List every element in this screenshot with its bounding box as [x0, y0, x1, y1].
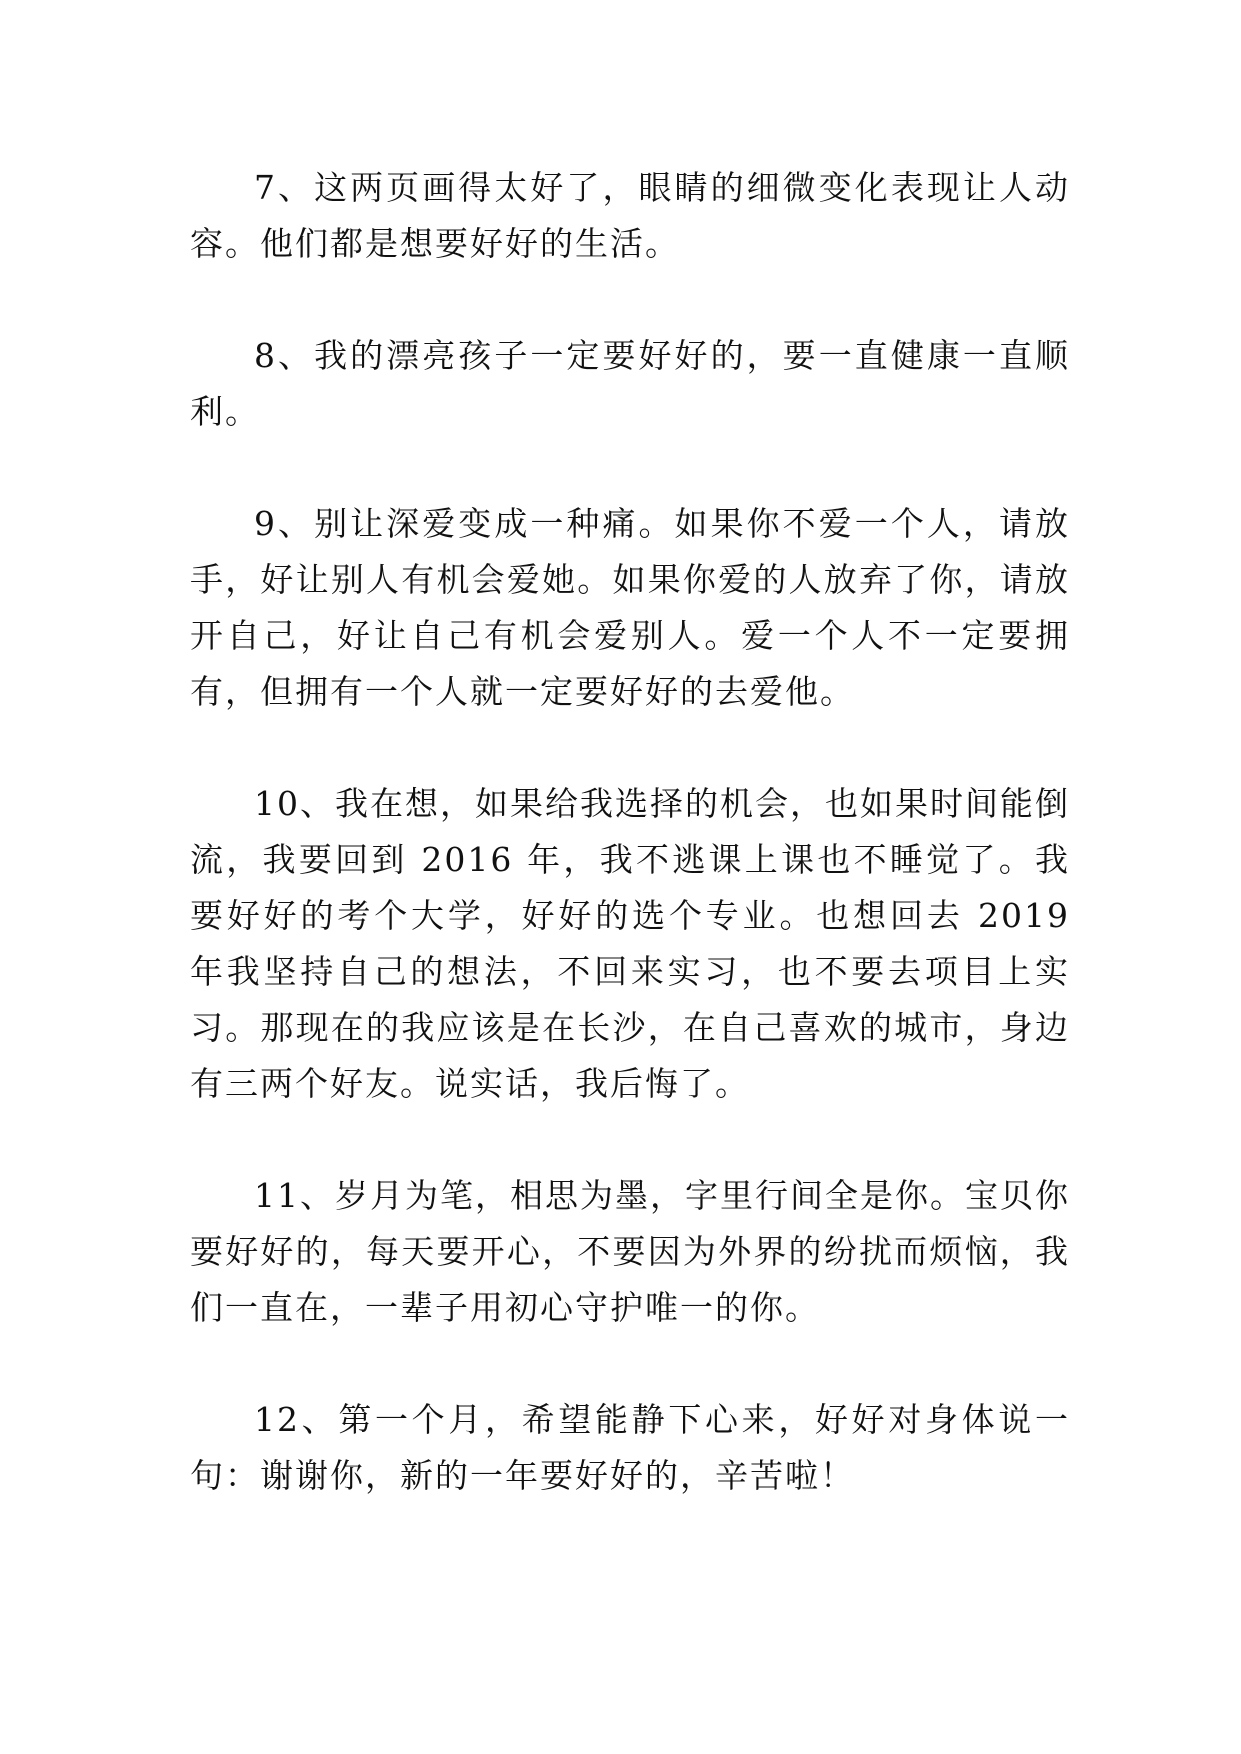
paragraph-11: 11、岁月为笔，相思为墨，字里行间全是你。宝贝你要好好的，每天要开心，不要因为外界的纷扰而烦恼，我们一直在，一辈子用初心守护唯一的你。	[190, 1176, 1070, 1327]
paragraph-10: 10、我在想，如果给我选择的机会，也如果时间能倒流，我要回到 2016 年，我不逃课上课也不睡觉了。我要好好的考个大学，好好的选个专业。也想回去 2019 年我坚持自己的想法，不回来实习，也不要去项目上实习。那现在的我应该是在长沙，在自己喜欢的城市，身边有三两个好友。说实话，我后悔了。	[190, 784, 1070, 1103]
paragraph-9: 9、别让深爱变成一种痛。如果你不爱一个人，请放手，好让别人有机会爱她。如果你爱的人放弃了你，请放开自己，好让自己有机会爱别人。爱一个人不一定要拥有，但拥有一个人就一定要好好的去爱他。	[190, 504, 1070, 711]
paragraph-8: 8、我的漂亮孩子一定要好好的，要一直健康一直顺利。	[190, 336, 1070, 431]
document-body	[190, 160, 1070, 1560]
paragraph-12: 12、第一个月，希望能静下心来，好好对身体说一句：谢谢你，新的一年要好好的，辛苦啦！	[190, 1400, 1070, 1495]
paragraph-7: 7、这两页画得太好了，眼睛的细微变化表现让人动容。他们都是想要好好的生活。	[190, 168, 1070, 263]
